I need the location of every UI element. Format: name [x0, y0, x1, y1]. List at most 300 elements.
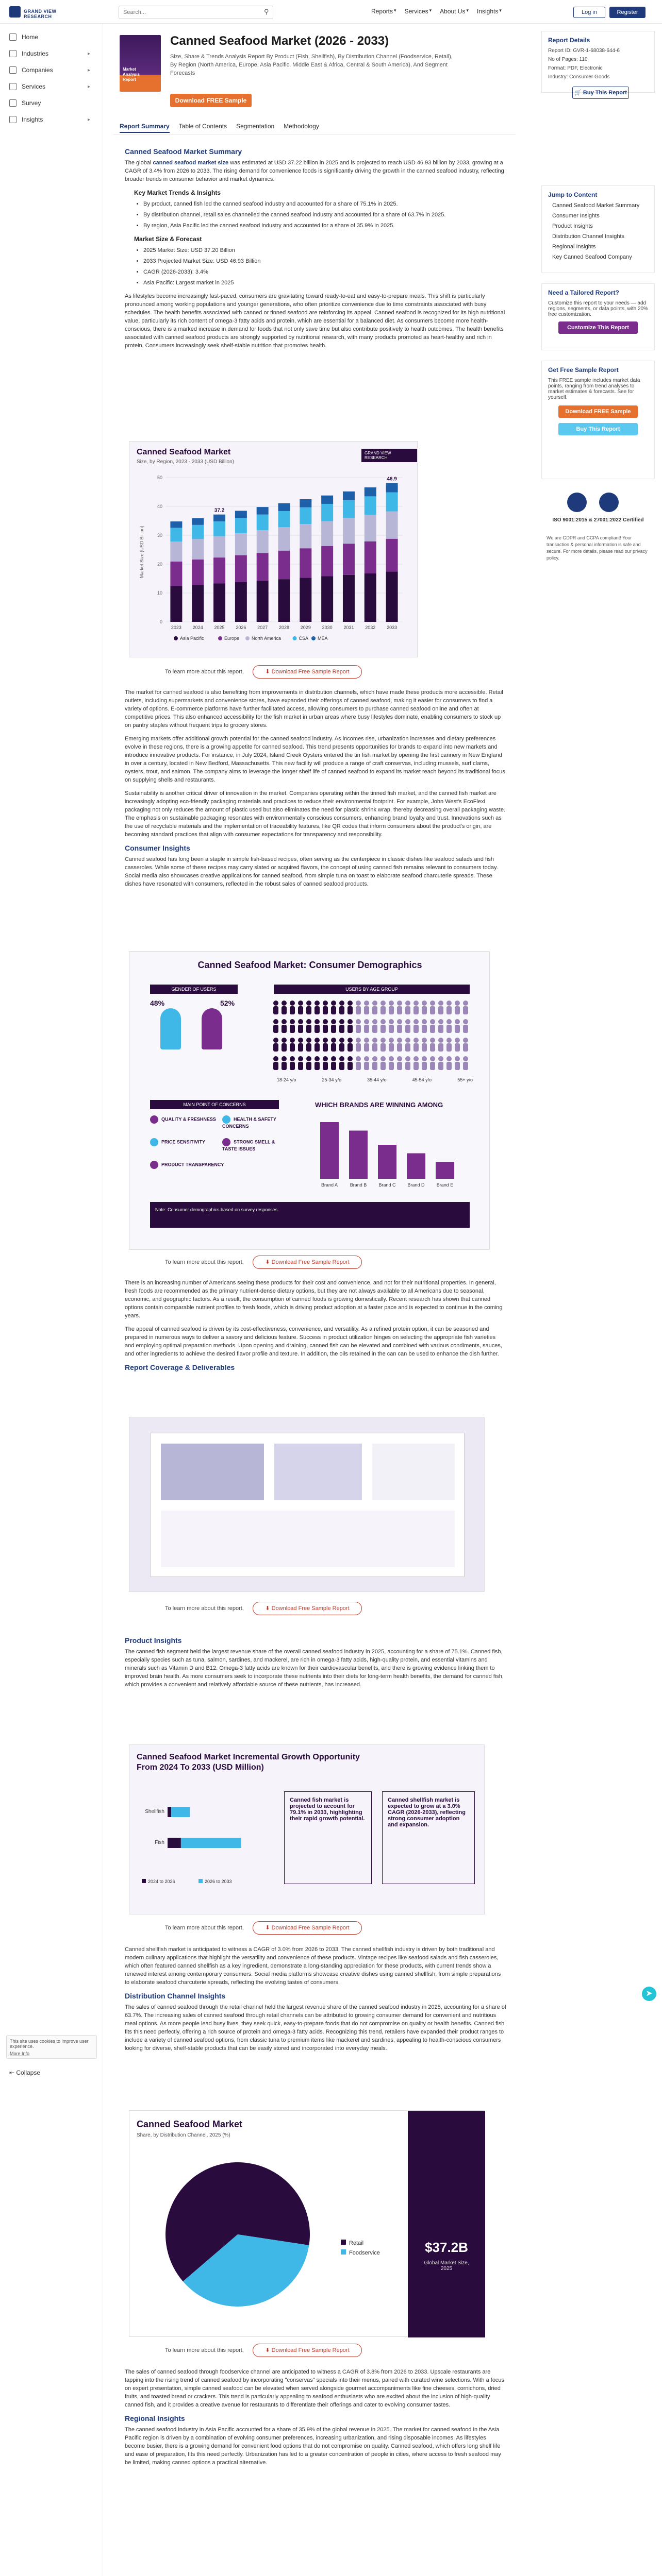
person-body-icon: [282, 1062, 287, 1070]
chart-incremental-growth: [129, 1744, 485, 1914]
bar-segment: [213, 536, 225, 557]
person-head-icon: [422, 1019, 427, 1024]
person-body-icon: [446, 1062, 452, 1070]
bar-segment: [300, 578, 311, 622]
person-head-icon: [438, 1038, 443, 1043]
download-report-button[interactable]: [253, 665, 362, 679]
customize-report-button[interactable]: Customize This Report: [558, 321, 638, 334]
nav-reports[interactable]: Reports: [371, 8, 393, 15]
person-head-icon: [315, 1056, 320, 1061]
person-head-icon: [397, 1001, 402, 1006]
bar-segment: [365, 541, 376, 573]
person-body-icon: [347, 1006, 353, 1014]
person-body-icon: [430, 1025, 435, 1033]
list-item: • By product, canned fish led the canned seafood industry and accounted for a share of 75.1% in 2025.: [143, 200, 506, 208]
person-body-icon: [323, 1006, 328, 1014]
paragraph: The appeal of canned seafood is driven by its cost-effectiveness, convenience, and versatility. As a refined protein option, it can be seasoned and prepared in numerous ways to deliver a savory and delicious feature. Success in product utilization hinges on selecting the appropriate fish varieties and employing optimal preparation methods. Upon opening and draining, canned fish can be elevated and combined with various condiments, sauces, and other ingredients to achieve the desired flavor profile and texture. In addition, the oils retained in the can can be used to enhance the dish further.: [125, 1326, 502, 1357]
collapse-button[interactable]: [9, 2069, 40, 2076]
person-body-icon: [306, 1043, 311, 1052]
bar-segment: [278, 527, 290, 550]
legend-swatch: [174, 636, 178, 640]
paragraph: Canned seafood has long been a staple in simple fish-based recipes, often serving as the centerpiece in classic dishes like seafood salads and fish casseroles. While some of these recipes may carry slated or acquired flavors, the concept of using canned fish remains relevant to consumers today. Social media also showcases creative applications for canned seafood, from simple tuna on toast to elaborate seafood charcuterie spreads. These dishes have resonated with consumers, reflected in the robust sales of canned seafood products.: [125, 856, 498, 887]
person-body-icon: [397, 1006, 402, 1014]
person-body-icon: [372, 1025, 377, 1033]
bar-segment: [235, 555, 247, 582]
person-head-icon: [323, 1056, 328, 1061]
chart-title: Canned Seafood Market: [137, 448, 231, 456]
person-head-icon: [446, 1056, 452, 1061]
bar-segment: [278, 551, 290, 579]
list-item: • By distribution channel, retail sales channelled the canned seafood industry and accounted for a share of 63.7% in 2025.: [143, 211, 506, 219]
tab-table-of-contents[interactable]: Table of Contents: [178, 123, 227, 130]
footer-text: Note: Consumer demographics based on survey responses: [155, 1207, 278, 1212]
pain-label: STRONG SMELL & TASTE ISSUES: [222, 1139, 275, 1151]
list-item: • CAGR (2026-2033): 3.4%: [143, 268, 506, 276]
toc-item[interactable]: Canned Seafood Market Summary: [552, 202, 640, 209]
bar-segment: [213, 515, 225, 521]
person-head-icon: [389, 1001, 394, 1006]
person-head-icon: [463, 1001, 468, 1006]
bar-segment: [170, 562, 182, 586]
person-body-icon: [282, 1043, 287, 1052]
person-head-icon: [282, 1056, 287, 1061]
person-head-icon: [389, 1038, 394, 1043]
pain-points-grid: [150, 1115, 289, 1188]
sidebar-item-home[interactable]: [0, 29, 103, 45]
section-heading: Distribution Channel Insights: [125, 1992, 226, 2000]
person-body-icon: [438, 1043, 443, 1052]
person-head-icon: [298, 1019, 303, 1024]
page-title: Canned Seafood Market (2026 - 2033): [170, 34, 389, 48]
bar-segment: [168, 1838, 181, 1848]
person-body-icon: [315, 1006, 320, 1014]
person-body-icon: [389, 1062, 394, 1070]
logo-icon: [9, 6, 21, 18]
person-head-icon: [438, 1056, 443, 1061]
chart-subtitle: Share, by Distribution Channel, 2025 (%): [137, 2132, 230, 2138]
person-head-icon: [282, 1001, 287, 1006]
subsection-heading: Key Market Trends & Insights: [134, 189, 221, 196]
person-head-icon: [380, 1056, 386, 1061]
iso-text: ISO 9001:2015 & 27001:2022 Certified: [552, 517, 644, 523]
learn-more-text: To learn more about this report,: [165, 669, 244, 675]
bar-segment: [171, 1807, 190, 1817]
person-body-icon: [306, 1025, 311, 1033]
gdpr-text: We are GDPR and CCPA compliant! Your transaction & personal information is safe and secure. For more details, please read our privacy policy.: [547, 535, 648, 561]
y-tick-label: 30: [157, 533, 162, 538]
bar-segment: [192, 539, 204, 560]
bar-segment: [170, 521, 182, 528]
login-button[interactable]: Log in: [573, 7, 605, 18]
person-body-icon: [422, 1062, 427, 1070]
building-icon: [9, 66, 16, 74]
person-body-icon: [306, 1006, 311, 1014]
chevron-down-icon: ▾: [466, 8, 469, 13]
person-head-icon: [298, 1001, 303, 1006]
card-text: This FREE sample includes market data points, ranging from trend analyses to market estimates & forecasts. See for yourself.: [548, 378, 640, 400]
person-body-icon: [446, 1043, 452, 1052]
page-subtitle: Size, Share & Trends Analysis Report By Product (Fish, Shellfish), By Distribution Channel (Foodservice, Retail), By Region (North America, Europe, Asia Pacific, Middle East & Africa, Central & South America), And Segment Forecasts: [170, 54, 453, 76]
y-tick-label: 40: [157, 504, 162, 509]
person-body-icon: [446, 1006, 452, 1014]
x-tick-label: 2028: [278, 625, 290, 630]
person-head-icon: [405, 1001, 410, 1006]
list-item: • 2025 Market Size: USD 37.20 Billion: [143, 246, 506, 255]
tab-segmentation[interactable]: Segmentation: [236, 123, 275, 130]
button-label: Download Free Sample Report: [271, 1605, 350, 1612]
men-figure-icon: [160, 1008, 181, 1049]
bar-segment: [257, 530, 269, 553]
bar-segment: [257, 553, 269, 581]
person-body-icon: [339, 1025, 344, 1033]
legend-label: 2024 to 2026: [148, 1879, 175, 1884]
person-head-icon: [438, 1019, 443, 1024]
person-head-icon: [397, 1038, 402, 1043]
left-sidebar: [0, 24, 103, 2576]
person-body-icon: [331, 1043, 336, 1052]
person-head-icon: [339, 1038, 344, 1043]
bar-segment: [278, 511, 290, 527]
report-article-6: [125, 2368, 506, 2472]
chart-subtitle: Size, by Region, 2023 - 2033 (USD Billion): [137, 459, 234, 465]
bar-segment: [386, 539, 398, 572]
brand-bar: [436, 1162, 454, 1179]
person-head-icon: [364, 1038, 369, 1043]
legend-label: Europe: [224, 636, 240, 641]
person-body-icon: [380, 1025, 386, 1033]
legend-swatch: [245, 636, 250, 640]
card-title: Report Details: [548, 37, 590, 44]
person-body-icon: [331, 1006, 336, 1014]
x-tick-label: 2033: [387, 625, 398, 630]
cover-text: Market Analysis Report: [123, 67, 140, 82]
legend-swatch: [341, 2240, 346, 2245]
person-body-icon: [298, 1043, 303, 1052]
y-tick-label: Shellfish: [145, 1809, 164, 1815]
collapse-label: Collapse: [16, 2069, 41, 2076]
buy-report-button[interactable]: [572, 87, 629, 99]
person-head-icon: [290, 1001, 295, 1006]
sidebar-item-label: Services: [22, 83, 46, 90]
bar-segment: [321, 496, 333, 504]
brand-logo[interactable]: [9, 5, 81, 20]
download-sample-sidebar-button[interactable]: Download FREE Sample: [558, 405, 638, 418]
paragraph: The market for canned seafood is also benefiting from improvements in distribution channels, which have made these products more accessible. Retail outlets, including supermarkets and convenience stores, have expanded their offerings of canned seafood, making it easier for consumers to find a variety of options. E-commerce platforms have further facilitated access, allowing consumers to purchase canned seafood online and often at competitive prices. This also enhanced accessibility for the fish market in urban areas where busy lifestyles dominate, enabling consumers to stock up on pantry staples without frequent trips to grocery stores.: [125, 689, 503, 728]
brand-label: Brand A: [321, 1182, 338, 1188]
person-body-icon: [463, 1043, 468, 1052]
pain-point: [150, 1138, 205, 1146]
person-body-icon: [347, 1025, 353, 1033]
brand-bar: [407, 1154, 425, 1179]
button-label: Download Free Sample Report: [271, 669, 350, 675]
person-body-icon: [356, 1062, 361, 1070]
bar-segment: [170, 541, 182, 562]
person-head-icon: [356, 1056, 361, 1061]
toc-item[interactable]: Distribution Channel Insights: [552, 233, 625, 240]
person-head-icon: [463, 1038, 468, 1043]
person-head-icon: [273, 1038, 278, 1043]
person-body-icon: [347, 1043, 353, 1052]
toc-item[interactable]: Regional Insights: [552, 244, 596, 250]
person-head-icon: [331, 1056, 336, 1061]
x-tick-label: 2032: [365, 625, 376, 630]
person-body-icon: [422, 1043, 427, 1052]
person-head-icon: [315, 1001, 320, 1006]
sidebar-item-services[interactable]: [0, 78, 103, 95]
bar-segment: [168, 1807, 171, 1817]
sidebar-item-label: Industries: [22, 50, 49, 57]
age-groups: [277, 1077, 473, 1082]
paragraph: Emerging markets offer additional growth potential for the canned seafood industry. As incomes rise, urbanization increases and dietary preferences evolve in these regions, there is a growing appetite for canned seafood. This trend presents opportunities for brands to expand into new markets and introduce innovative products. For instance, in July 2024, Island Creek Oysters entered the tin fish market by opening the first cannery in New England in over a century, located in New Bedford, Massachusetts. This new facility will produce a range of craft conservas, including mussels, surf clams, oysters, trout, and salmon. The company aims to leverage the longer shelf life of canned seafood to expand its market reach beyond its traditional focus on supplying shells and restaurants.: [125, 736, 505, 783]
section-heading: Product Insights: [125, 1636, 182, 1645]
home-icon: [9, 33, 16, 41]
y-tick-label: 10: [157, 590, 162, 596]
report-details-card: [541, 31, 655, 93]
brands-title: WHICH BRANDS ARE WINNING AMONG: [315, 1101, 443, 1109]
toc-item[interactable]: Product Insights: [552, 223, 593, 229]
y-tick-label: 20: [157, 562, 162, 567]
x-tick-label: 2030: [322, 625, 333, 630]
legend-item: [341, 2240, 380, 2246]
report-tabs: [120, 123, 319, 133]
person-head-icon: [446, 1019, 452, 1024]
person-body-icon: [298, 1006, 303, 1014]
download-report-button[interactable]: [253, 2344, 362, 2357]
text: The global: [125, 160, 153, 166]
section-heading: Regional Insights: [125, 2414, 185, 2422]
report-article-5: [125, 1945, 506, 2058]
search-input[interactable]: [119, 6, 273, 19]
chevron-right-icon: ▸: [88, 50, 91, 57]
download-report-button[interactable]: [253, 1602, 362, 1615]
tailored-report-card: [541, 283, 655, 350]
pain-icon: [222, 1138, 230, 1146]
nav-insights[interactable]: Insights: [477, 8, 499, 15]
iso-badges: [562, 493, 634, 513]
person-body-icon: [315, 1025, 320, 1033]
toc-item[interactable]: Consumer Insights: [552, 213, 600, 219]
iso-badge-icon: [599, 493, 619, 512]
person-body-icon: [405, 1025, 410, 1033]
person-head-icon: [356, 1019, 361, 1024]
button-label: Download Free Sample Report: [271, 1925, 350, 1931]
download-sample-button[interactable]: Download FREE Sample: [170, 94, 252, 107]
x-tick-label: 2031: [343, 625, 354, 630]
person-body-icon: [290, 1025, 295, 1033]
preview-panel: [161, 1511, 455, 1567]
person-body-icon: [430, 1062, 435, 1070]
person-head-icon: [347, 1056, 353, 1061]
panel-value: $37.2B: [425, 2240, 468, 2255]
pie-chart: [160, 2157, 315, 2312]
card-text: Customize this report to your needs — add regions, segments, or data points, with 20% free customization.: [548, 300, 648, 317]
person-head-icon: [446, 1038, 452, 1043]
bar-segment: [235, 518, 247, 533]
chart-y-axis-label: Market Size (USD Billion): [139, 526, 144, 578]
brand-name: GRAND VIEW RESEARCH: [24, 9, 57, 19]
bar-segment: [192, 518, 204, 525]
legend-label: North America: [252, 636, 282, 641]
person-head-icon: [323, 1001, 328, 1006]
person-body-icon: [282, 1006, 287, 1014]
sidebar-item-survey[interactable]: [0, 95, 103, 111]
detail-row: Industry: Consumer Goods: [548, 74, 610, 80]
report-article: [125, 142, 506, 355]
bar-segment: [386, 512, 398, 539]
market-size-panel: [408, 2111, 485, 2337]
person-head-icon: [282, 1019, 287, 1024]
paragraph: Canned shellfish market is anticipated to witness a CAGR of 3.0% from 2026 to 2033. The canned shellfish industry is driven by both traditional and modern culinary applications that highlight the versatility and convenience of these products. Vintage recipes like seafood salads and fish casseroles, which often featured canned shellfish as a key ingredient, demonstrate a long-standing appreciation for these products, with current trends show a renewed interest among contemporary consumers. Social media platforms showcase creative dishes using canned shellfish, from simple preparations to elaborate seafood charcuterie spreads, reflecting the evolving tastes of consumers.: [125, 1946, 501, 1986]
tab-report-summary[interactable]: Report Summary: [120, 123, 170, 133]
toc-list: [548, 202, 648, 260]
report-article-3: [125, 1279, 506, 1375]
person-body-icon: [339, 1062, 344, 1070]
person-head-icon: [315, 1038, 320, 1043]
person-body-icon: [364, 1006, 369, 1014]
person-head-icon: [397, 1019, 402, 1024]
sidebar-item-companies[interactable]: [0, 62, 103, 78]
x-tick-label: 2023: [171, 625, 181, 630]
tab-methodology[interactable]: Methodology: [284, 123, 319, 130]
person-body-icon: [422, 1025, 427, 1033]
chat-button[interactable]: [642, 1987, 656, 2001]
toc-item[interactable]: Key Canned Seafood Company: [552, 254, 632, 260]
pain-icon: [222, 1115, 230, 1124]
person-body-icon: [397, 1025, 402, 1033]
bar-segment: [213, 584, 225, 622]
person-body-icon: [405, 1006, 410, 1014]
person-head-icon: [347, 1019, 353, 1024]
sidebar-item-insights[interactable]: [0, 111, 103, 128]
women-share: 52%: [220, 999, 235, 1007]
legend-swatch: [218, 636, 222, 640]
person-body-icon: [339, 1043, 344, 1052]
person-body-icon: [446, 1025, 452, 1033]
person-head-icon: [413, 1019, 419, 1024]
chevron-down-icon: ▾: [394, 8, 396, 13]
main-nav: [371, 8, 502, 15]
legend-item: [341, 2249, 380, 2256]
person-head-icon: [413, 1038, 419, 1043]
person-body-icon: [347, 1062, 353, 1070]
person-body-icon: [315, 1062, 320, 1070]
person-head-icon: [298, 1038, 303, 1043]
age-group-pictogram: [272, 998, 473, 1075]
person-body-icon: [389, 1025, 394, 1033]
report-hero: [113, 30, 516, 133]
sidebar-item-industries[interactable]: [0, 45, 103, 62]
jump-to-content-card: [541, 185, 655, 273]
bar-segment: [192, 525, 204, 539]
person-head-icon: [356, 1038, 361, 1043]
bar-segment: [257, 515, 269, 530]
person-body-icon: [331, 1025, 336, 1033]
bar-segment: [321, 504, 333, 521]
person-head-icon: [422, 1056, 427, 1061]
person-body-icon: [455, 1043, 460, 1052]
brand-bar: [349, 1131, 368, 1179]
button-label: Download Free Sample Report: [271, 1259, 350, 1265]
chart-brand: GRAND VIEW RESEARCH: [361, 449, 417, 462]
card-title: Jump to Content: [548, 191, 598, 198]
panel-caption: Global Market Size, 2025: [424, 2260, 469, 2272]
x-tick-label: 2024: [192, 625, 203, 630]
person-head-icon: [339, 1001, 344, 1006]
pain-point: [222, 1138, 289, 1151]
report-coverage-image: [129, 1417, 485, 1592]
survey-icon: [9, 99, 16, 107]
person-body-icon: [364, 1062, 369, 1070]
person-body-icon: [372, 1006, 377, 1014]
register-button[interactable]: Register: [609, 7, 646, 18]
consumer-demographics-infographic: [129, 951, 490, 1250]
detail-row: Format: PDF, Electronic: [548, 65, 603, 71]
chart-title: Canned Seafood Market: [137, 2119, 243, 2129]
pain-label: PRICE SENSITIVITY: [161, 1139, 206, 1145]
person-head-icon: [290, 1038, 295, 1043]
person-body-icon: [413, 1006, 419, 1014]
person-head-icon: [323, 1038, 328, 1043]
person-body-icon: [422, 1006, 427, 1014]
download-icon: ⬇: [265, 2347, 272, 2353]
nav-about[interactable]: About Us: [440, 8, 466, 15]
pain-label: HEALTH & SAFETY CONCERNS: [222, 1116, 276, 1129]
person-body-icon: [356, 1006, 361, 1014]
sidebar-item-label: Companies: [22, 66, 53, 74]
bar-segment: [321, 546, 333, 577]
brands-bar-chart: [315, 1114, 470, 1192]
download-report-button[interactable]: [253, 1921, 362, 1935]
card-title: Get Free Sample Report: [548, 366, 619, 374]
pain-point: [150, 1115, 216, 1124]
bar-segment: [278, 503, 290, 511]
cookie-text: This site uses cookies to improve user experience.: [10, 2039, 89, 2049]
bar-segment: [321, 521, 333, 546]
person-body-icon: [405, 1062, 410, 1070]
paragraph: As lifestyles become increasingly fast-paced, consumers are gravitating toward ready-to-eat and easy-to-prepare meals. This shift is particularly pronounced among working populations and younger generations, who often prioritize convenience due to time constraints associated with busy schedules. The health benefits associated with canned or tinned seafood are reinforcing its appeal. Canned seafood is recognized for its high nutritional value, particularly its rich content of omega-3 fatty acids and protein, which are essential for a balanced diet. As consumers become more health-conscious, there is a marked increase in demand for foods that not only save time but also contribute positively to health outcomes. The health benefits associated with canned seafood products are strongly supported by nutritional research, with many products promoted as heart-healthy and rich in protein. Consumers increasingly seek shelf-stable nutrition that promotes health.: [125, 293, 505, 349]
person-head-icon: [331, 1038, 336, 1043]
person-head-icon: [347, 1038, 353, 1043]
person-head-icon: [413, 1001, 419, 1006]
report-cover-image: [120, 35, 161, 92]
cookie-more-link[interactable]: More Info: [10, 2051, 30, 2056]
person-head-icon: [372, 1038, 377, 1043]
learn-more-text: To learn more about this report,: [165, 2347, 244, 2353]
paragraph: The canned fish segment held the largest revenue share of the overall canned seafood industry in 2025, accounting for a share of 75.1%. Canned fish, especially species such as tuna, salmon, sardines, and mackerel, are rich in omega-3 fatty acids, high-quality protein, and essential vitamins and minerals such as Vitamin D and B12. Omega-3 fatty acids are known for their cardiovascular benefits, and there is growing evidence linking them to improved brain health. As more consumers seek to incorporate these nutrients into their diets for long-term health benefits, the demand for canned fish, which provides a convenient and relatively affordable source of these nutrients, has increased.: [125, 1649, 504, 1688]
pain-point: [222, 1115, 289, 1129]
person-head-icon: [405, 1038, 410, 1043]
note-text: Canned fish market is projected to account for 79.1% in 2033, highlighting their rapid growth potential.: [290, 1797, 365, 1822]
person-body-icon: [438, 1006, 443, 1014]
person-body-icon: [405, 1043, 410, 1052]
pain-label: QUALITY & FRESHNESS: [161, 1116, 216, 1122]
person-body-icon: [430, 1043, 435, 1052]
bar-segment: [213, 521, 225, 536]
person-body-icon: [389, 1006, 394, 1014]
person-head-icon: [273, 1001, 278, 1006]
bar-total-label: 46.9: [387, 476, 397, 482]
search-icon[interactable]: ⚲: [264, 8, 269, 15]
person-body-icon: [389, 1043, 394, 1052]
nav-services[interactable]: Services: [404, 8, 428, 15]
person-head-icon: [306, 1038, 311, 1043]
infographic-footer: [150, 1202, 470, 1228]
person-head-icon: [347, 1001, 353, 1006]
buy-report-sidebar-button[interactable]: Buy This Report: [558, 423, 638, 435]
person-body-icon: [438, 1062, 443, 1070]
download-report-button[interactable]: [253, 1256, 362, 1269]
person-head-icon: [389, 1019, 394, 1024]
